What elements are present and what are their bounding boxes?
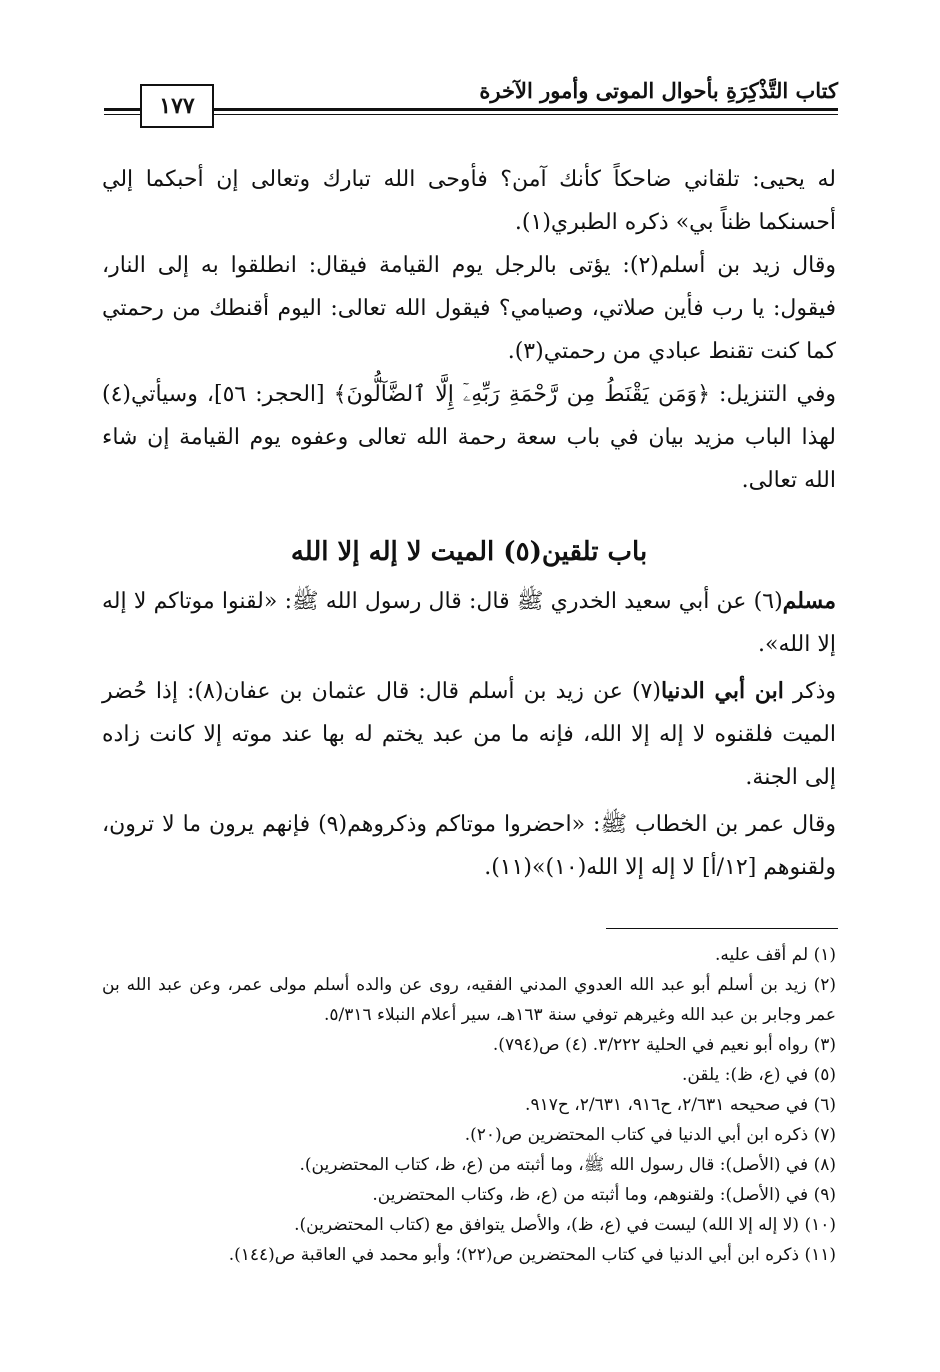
footnote: (٥) في (ع، ظ): يلقن. (682, 1065, 836, 1085)
paragraph-4-text: (٦) عن أبي سعيد الخدري ﷺ قال: قال رسول الله ﷺ: «لقنوا موتاكم لا إله إلا الله». (102, 589, 836, 657)
paragraph-5-text: (٧) عن زيد بن أسلم قال: قال عثمان بن عفان(٨): إذا حُضر الميت فلقنوه لا إله إلا الله، فإنه ما من عبد يختم له بها عند موته إلا كانت زاده إلى الجنة. (102, 679, 836, 790)
footnote: (٣) رواه أبو نعيم في الحلية ٣/٢٢٢. (٤) ص(٧٩٤). (492, 1035, 836, 1055)
footnote: (١١) ذكره ابن أبي الدنيا في كتاب المحتضرين ص(٢٢)؛ وأبو محمد في العاقبة ص(١٤٤). (228, 1245, 836, 1265)
source-name: ابن أبي الدنيا (660, 678, 784, 704)
footnote: (١٠) (لا إله إلا الله) ليست في (ع، ظ)، والأصل يتوافق مع (كتاب المحتضرين). (294, 1215, 836, 1235)
footnote: (٨) في (الأصل): قال رسول الله ﷺ، وما أثبته من (ع، ظ، كتاب المحتضرين). (299, 1155, 836, 1175)
footnote: (٧) ذكره ابن أبي الدنيا في كتاب المحتضرين ص(٢٠). (464, 1125, 836, 1145)
paragraph-1: له يحيى: تلقاني ضاحكاً كأنك آمن؟ فأوحى الله تبارك وتعالى إن أحبكما إلي أحسنكما ظناً بي» ذكره الطبري(١). (102, 167, 836, 235)
page-header (104, 68, 838, 124)
footnote: (١) لم أقف عليه. (715, 945, 836, 965)
paragraph-5-intro: وذكر (783, 679, 837, 704)
footnotes (102, 940, 836, 1270)
main-text (102, 158, 836, 889)
page-number: ١٧٧ (140, 84, 214, 128)
paragraph-3: وفي التنزيل: ﴿وَمَن يَقْنَطُ مِن رَّحْمَةِ رَبِّهِۦٓ إِلَّا ٱلضَّآلُّونَ﴾ [الحجر: ٥٦]، وسيأتي(٤) لهذا الباب مزيد بيان في باب سعة رحمة الله تعالى وعفوه يوم القيامة إن شاء الله تعالى. (102, 382, 837, 493)
header-rule (104, 108, 838, 111)
footnote: (٦) في صحيحه ٢/٦٣١، ح٩١٦، ٢/٦٣١، ح٩١٧. (525, 1095, 836, 1115)
footnote: (٢) زيد بن أسلم أبو عبد الله العدوي المدني الفقيه، روى عن والده أسلم مولى عمر، وعن عبد الله بن عمر وجابر بن عبد الله وغيرهم توفي سنة ١٦٣هـ، سير أعلام النبلاء ٥/٣١٦. (102, 975, 836, 1025)
paragraph-2: وقال زيد بن أسلم(٢): يؤتى بالرجل يوم القيامة فيقال: انطلقوا به إلى النار، فيقول: يا رب فأين صلاتي، وصيامي؟ فيقول الله تعالى: اليوم أقنطك من رحمتي كما كنت تقنط عبادي من رحمتي(٣). (102, 253, 837, 364)
paragraph-6: وقال عمر بن الخطاب ﷺ: «احضروا موتاكم وذكروهم(٩) فإنهم يرون ما لا ترون، ولقنوهم [١٢/أ] لا إله إلا الله(١٠)»(١١). (102, 812, 836, 880)
header-rule-thin (104, 114, 838, 115)
footnote: (٩) في (الأصل): ولقنوهم، وما أثبته من (ع، ظ، وكتاب المحتضرين. (372, 1185, 836, 1205)
section-heading: باب تلقين(٥) الميت لا إله إلا الله (290, 537, 648, 567)
footnote-separator (606, 928, 838, 929)
source-name: مسلم (782, 588, 836, 614)
paragraph-5 (102, 670, 836, 799)
running-title: كتاب التَّذْكِرَةِ بأحوال الموتى وأمور الآخرة (479, 78, 838, 103)
paragraph-4 (102, 580, 836, 666)
